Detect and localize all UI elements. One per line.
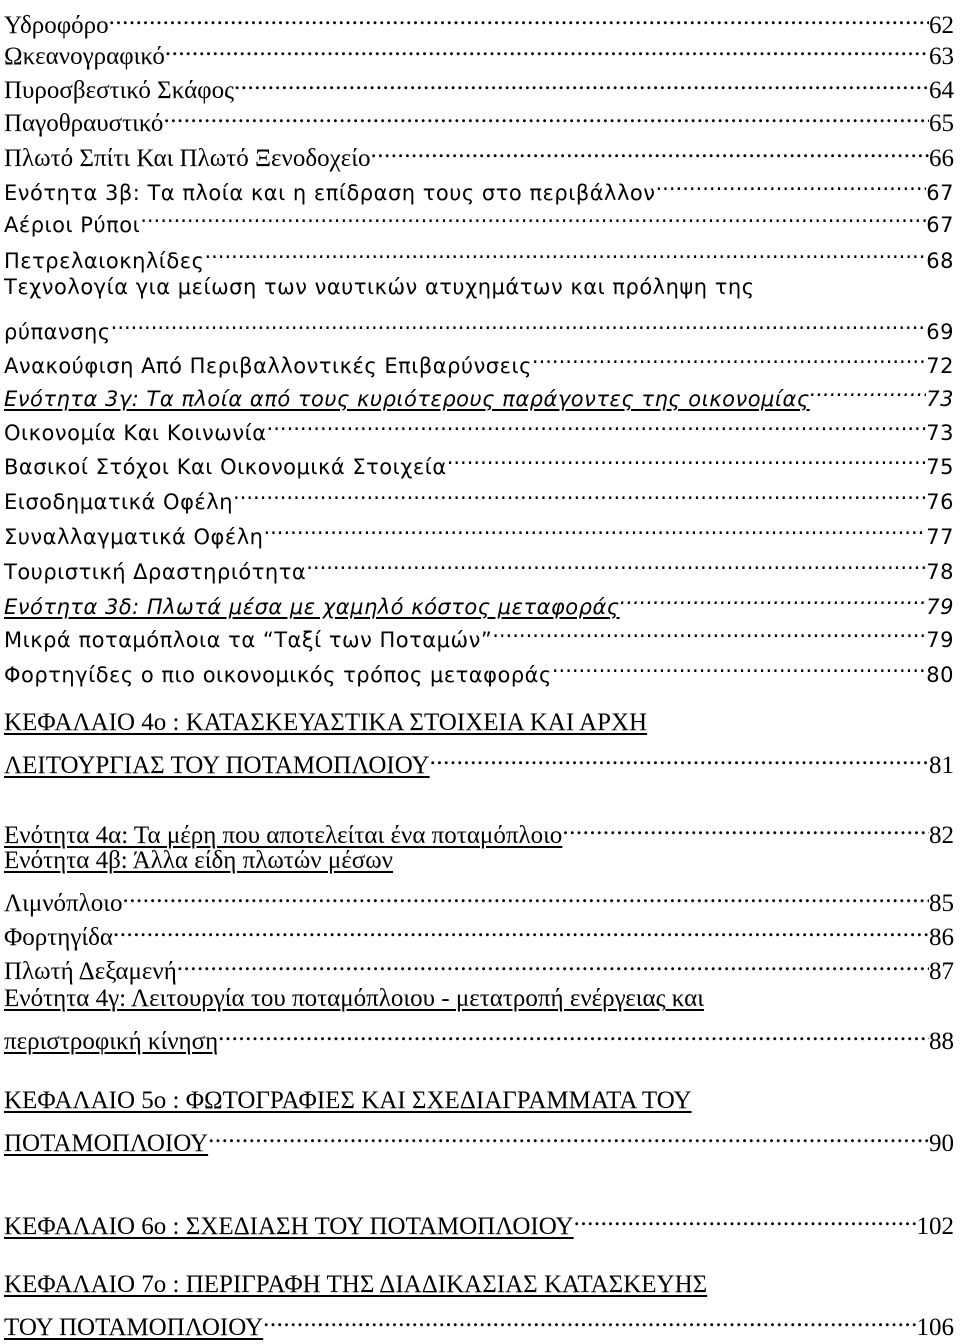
toc-entry [4, 912, 954, 951]
toc-entry-label: Πλωτή Δεξαμενή [4, 958, 177, 985]
toc-entry-label: Ενότητα 3γ: Τα πλοία από τους κυριότερους παράγοντες της οικονομίας [4, 387, 810, 411]
toc-leader-dots [552, 649, 926, 682]
toc-entry-label: Ενότητα 3β: Τα πλοία και η επίδραση τους στο περιβάλλον [4, 181, 656, 205]
toc-leader-dots [208, 1118, 929, 1151]
toc-page-number: 65 [929, 110, 954, 137]
toc-entry-label: Τουριστική Δραστηριότητα [4, 560, 307, 584]
toc-leader-dots [370, 133, 929, 166]
toc-section-entry [4, 1016, 954, 1055]
toc-leader-dots [165, 31, 929, 64]
toc-entry [4, 407, 954, 445]
toc-leader-dots [234, 65, 929, 98]
toc-section-entry [4, 167, 954, 205]
toc-page-number: 85 [929, 890, 954, 917]
toc-section-entry [4, 810, 954, 849]
toc-entry [4, 511, 954, 549]
toc-leader-dots [263, 511, 926, 544]
toc-page-number: 79 [926, 595, 954, 619]
toc-leader-dots [306, 546, 926, 579]
toc-leader-dots [656, 167, 927, 200]
toc-leader-dots [532, 340, 926, 373]
toc-entry-label: Εισοδηματικά Οφέλη [4, 490, 234, 514]
toc-page-number: 87 [929, 958, 954, 985]
toc-entry [4, 306, 954, 344]
toc-entry [4, 199, 954, 237]
toc-page-number: 106 [916, 1314, 954, 1341]
toc-entry-label: Υδροφόρο [4, 12, 109, 39]
toc-entry-label: ΚΕΦΑΛΑΙΟ 5ο : ΦΩΤΟΓΡΑΦΙΕΣ ΚΑΙ ΣΧΕΔΙΑΓΡΑΜΜΑΤΑ ΤΟΥ [4, 1087, 692, 1114]
toc-entry-label: ΚΕΦΑΛΑΙΟ 4ο : ΚΑΤΑΣΚΕΥΑΣΤΙΚΑ ΣΤΟΙΧΕΙΑ ΚΑΙ ΑΡΧΗ [4, 709, 648, 736]
toc-page-number: 82 [929, 822, 954, 849]
toc-entry [4, 946, 954, 985]
toc-section-entry [4, 373, 954, 411]
toc-page-number: 73 [926, 421, 954, 445]
toc-entry [4, 878, 954, 917]
toc-entry-label: Ενότητα 4γ: Λειτουργία του ποταμόπλοιου - μετατροπή ενέργειας και [4, 985, 704, 1012]
toc-leader-dots [267, 407, 927, 440]
toc-leader-dots [140, 199, 926, 232]
toc-entry-label: Πυροσβεστικό Σκάφος [4, 77, 235, 104]
toc-entry-label: Μικρά ποταμόπλοια τα “Ταξί των Ποταμών” [4, 628, 493, 652]
toc-leader-dots [574, 1201, 917, 1234]
toc-entry [4, 476, 954, 514]
toc-entry-label: ΤΟΥ ΠΟΤΑΜΟΠΛΟΙΟΥ [4, 1314, 264, 1341]
toc-entry-label: Συναλλαγματικά Οφέλη [4, 525, 264, 549]
toc-chapter-entry [4, 1084, 954, 1117]
toc-section-entry [4, 581, 954, 619]
toc-entry [4, 31, 954, 70]
toc-leader-dots [430, 740, 929, 773]
toc-entry-label: Πετρελαιοκηλίδες [4, 249, 205, 273]
toc-entry-label: περιστροφική κίνηση [4, 1028, 219, 1055]
toc-leader-dots [163, 98, 929, 131]
toc-chapter-entry [4, 706, 954, 739]
toc-entry-label: Ενότητα 4β: Άλλα είδη πλωτών μέσων [4, 847, 393, 874]
toc-page-number: 73 [926, 387, 954, 411]
toc-entry-label: Οικονομία Και Κοινωνία [4, 421, 267, 445]
toc-page-number: 79 [926, 628, 954, 652]
toc-entry [4, 649, 954, 687]
toc-entry [4, 546, 954, 584]
toc-leader-dots [109, 0, 929, 33]
toc-entry-label: Βασικοί Στόχοι Και Οικονομικά Στοιχεία [4, 455, 447, 479]
toc-page-number: 66 [929, 145, 954, 172]
toc-page-number: 78 [926, 560, 954, 584]
toc-entry-label: Παγοθραυστικό [4, 110, 164, 137]
toc-entry-label: Ωκεανογραφικό [4, 43, 165, 70]
toc-entry-label: ΛΕΙΤΟΥΡΓΙΑΣ ΤΟΥ ΠΟΤΑΜΟΠΛΟΙΟΥ [4, 752, 430, 779]
toc-leader-dots [810, 373, 927, 406]
toc-page-number: 72 [926, 354, 954, 378]
toc-page-number: 67 [926, 181, 954, 205]
toc-page-number: 80 [926, 663, 954, 687]
toc-page-number: 63 [929, 43, 954, 70]
toc-entry-label: Αέριοι Ρύποι [4, 213, 141, 237]
toc-leader-dots [620, 581, 927, 614]
toc-entry [4, 235, 954, 273]
toc-page-number: 76 [926, 490, 954, 514]
toc-entry-label: Φορτηγίδα [4, 924, 114, 951]
toc-page-number: 77 [926, 525, 954, 549]
toc-entry-label: ΚΕΦΑΛΑΙΟ 6ο : ΣΧΕΔΙΑΣΗ ΤΟΥ ΠΟΤΑΜΟΠΛΟΙΟΥ [4, 1213, 574, 1240]
toc-entry-label: Πλωτό Σπίτι Και Πλωτό Ξενοδοχείο [4, 145, 371, 172]
toc-chapter-entry [4, 1201, 954, 1240]
toc-leader-dots [218, 1016, 929, 1049]
toc-section-entry [4, 844, 954, 877]
toc-leader-dots [113, 912, 929, 945]
toc-leader-dots [111, 306, 927, 339]
toc-entry-label: ρύπανσης [4, 320, 111, 344]
toc-page-number: 102 [916, 1213, 954, 1240]
toc-page-number: 62 [929, 12, 954, 39]
toc-entry [4, 133, 954, 172]
toc-entry [4, 271, 954, 304]
toc-chapter-entry [4, 1302, 954, 1341]
toc-entry-label: Φορτηγίδες ο πιο οικονομικός τρόπος μεταφοράς [4, 663, 552, 687]
toc-page-number: 86 [929, 924, 954, 951]
toc-leader-dots [123, 878, 929, 911]
toc-page-number: 90 [929, 1130, 954, 1157]
toc-leader-dots [562, 810, 929, 843]
toc-page-number: 64 [929, 77, 954, 104]
toc-leader-dots [492, 614, 926, 647]
toc-entry-label: Τεχνολογία για μείωση των ναυτικών ατυχημάτων και πρόληψη της [4, 275, 755, 299]
toc-chapter-entry [4, 1118, 954, 1157]
toc-chapter-entry [4, 1268, 954, 1301]
toc-entry [4, 65, 954, 104]
toc-leader-dots [233, 476, 926, 509]
toc-entry-label: Ανακούφιση Από Περιβαλλοντικές Επιβαρύνσεις [4, 354, 532, 378]
toc-leader-dots [204, 235, 926, 268]
toc-entry [4, 614, 954, 652]
toc-leader-dots [263, 1302, 916, 1335]
toc-chapter-entry [4, 740, 954, 779]
toc-entry [4, 340, 954, 378]
toc-entry [4, 441, 954, 479]
toc-entry-label: Ενότητα 4α: Τα μέρη που αποτελείται ένα ποταμόπλοιο [4, 822, 563, 849]
toc-page-number: 81 [929, 752, 954, 779]
toc-page-number: 88 [929, 1028, 954, 1055]
toc-page-number: 67 [926, 213, 954, 237]
toc-page-number: 68 [926, 249, 954, 273]
toc-page-number: 75 [926, 455, 954, 479]
toc-entry-label: Ενότητα 3δ: Πλωτά μέσα με χαμηλό κόστος μεταφοράς [4, 595, 620, 619]
toc-leader-dots [177, 946, 929, 979]
toc-leader-dots [447, 441, 927, 474]
toc-entry [4, 98, 954, 137]
toc-section-entry [4, 982, 954, 1015]
toc-page-number: 69 [926, 320, 954, 344]
toc-entry-label: Λιμνόπλοιο [4, 890, 123, 917]
toc-entry [4, 0, 954, 39]
toc-entry-label: ΠΟΤΑΜΟΠΛΟΙΟΥ [4, 1130, 209, 1157]
toc-entry-label: ΚΕΦΑΛΑΙΟ 7ο : ΠΕΡΙΓΡΑΦΗ ΤΗΣ ΔΙΑΔΙΚΑΣΙΑΣ ΚΑΤΑΣΚΕΥΗΣ [4, 1271, 708, 1298]
